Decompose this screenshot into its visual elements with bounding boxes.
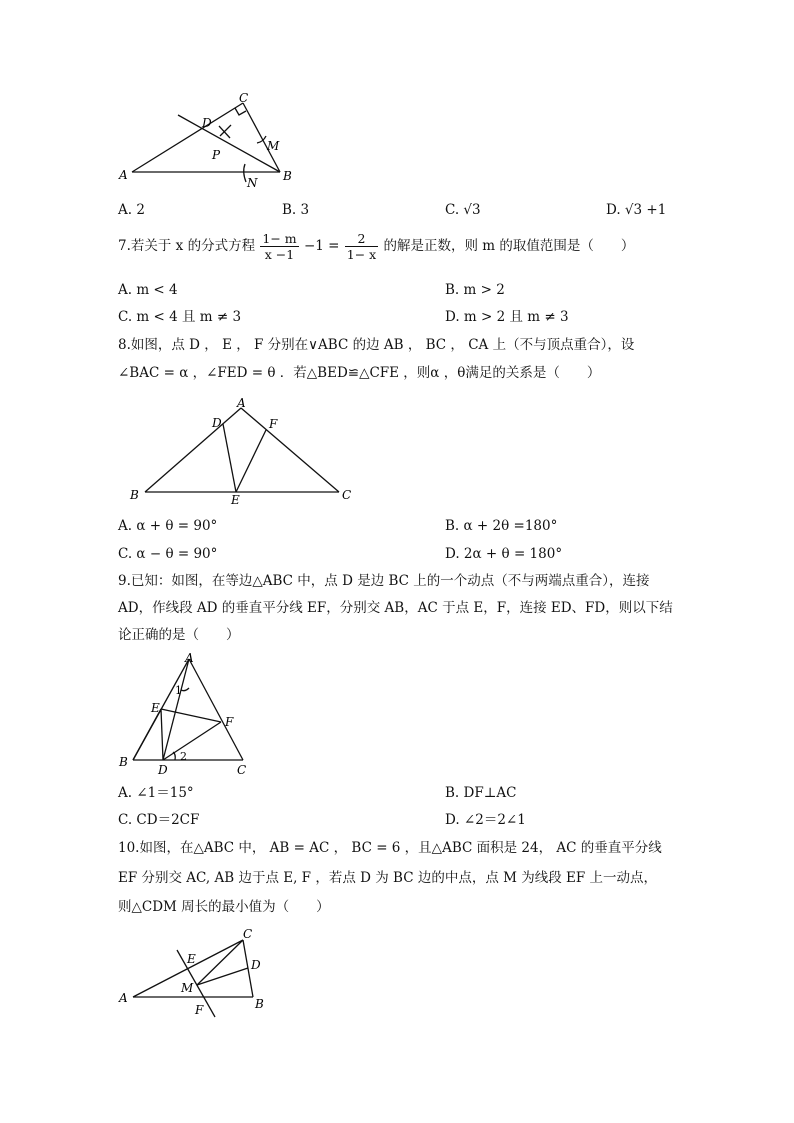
q6-label-c: C — [239, 92, 249, 105]
q8-label-b: B — [130, 488, 139, 502]
q6-arc-p1 — [220, 125, 231, 136]
q6-option-b: B. 3 — [282, 202, 310, 218]
q10-label-f: F — [195, 1003, 204, 1017]
q8-label-c: C — [342, 488, 352, 502]
q6-label-a: A — [119, 168, 128, 182]
q8-segment-de — [223, 424, 236, 492]
q10-label-m: M — [181, 981, 194, 995]
q9-stem-line1: 9.已知：如图，在等边△ABC 中，点 D 是边 BC 上的一个动点（不与两端点重合），连接 — [118, 573, 650, 589]
q9-stem-line3: 论正确的是（ ） — [118, 627, 240, 643]
q8-segment-ba — [145, 408, 241, 492]
q7-frac2-denominator: 1− x — [346, 247, 377, 262]
q10-segment-cm — [197, 940, 243, 985]
q9-option-d: D. ∠2＝2∠1 — [445, 812, 526, 828]
q9-segment-bf — [133, 709, 161, 760]
q7-fraction-2 — [345, 231, 378, 262]
q10-label-b: B — [255, 997, 264, 1011]
q7-option-a: A. m < 4 — [118, 282, 178, 298]
q6-option-a: A. 2 — [118, 202, 145, 218]
q8-label-a: A — [237, 396, 246, 410]
q8-stem-line2: ∠BAC = α ，∠FED = θ ．若△BED≌△CFE ，则α ，θ满足的关系是（ ） — [118, 365, 601, 381]
q6-right-angle-mark — [235, 108, 246, 115]
q9-angle-1-arc — [181, 688, 189, 691]
q6-label-p: P — [212, 148, 221, 162]
q8-figure — [125, 395, 360, 507]
q6-label-b: B — [283, 169, 292, 183]
q8-label-d: D — [212, 416, 222, 430]
q8-label-e: E — [231, 493, 240, 507]
q7-stem-mid: −1 = — [303, 238, 340, 254]
q10-label-d: D — [251, 958, 261, 972]
q6-label-m: M — [267, 139, 280, 153]
q6-segment-ac — [132, 103, 243, 172]
q8-option-b: B. α + 2θ =180° — [445, 518, 558, 534]
q7-stem-post: 的解是正数，则 m 的取值范围是（ ） — [383, 238, 635, 254]
q7-stem-pre: 7.若关于 x 的分式方程 — [118, 238, 256, 254]
q10-figure — [115, 925, 290, 1020]
q9-label-d: D — [158, 763, 168, 777]
q9-label-f: F — [225, 715, 234, 729]
q6-option-c: C. √3 — [445, 202, 481, 218]
q10-stem-line3: 则△CDM 周长的最小值为（ ） — [118, 899, 330, 915]
q7-stem — [118, 231, 634, 262]
q9-label-angle-1: 1 — [175, 684, 182, 697]
q7-option-d: D. m > 2 且 m ≠ 3 — [445, 309, 569, 325]
q8-option-c: C. α − θ = 90° — [118, 546, 218, 562]
q8-stem-line1: 8.如图，点 D ， E ， F 分别在∨ABC 的边 AB ， BC ， CA 上（不与顶点重合），设 — [118, 337, 635, 353]
q9-segment-ed — [161, 709, 163, 760]
q6-label-n: N — [247, 176, 258, 190]
q7-option-c: C. m < 4 且 m ≠ 3 — [118, 309, 242, 325]
q9-option-c: C. CD＝2CF — [118, 812, 200, 828]
q7-frac1-denominator: x −1 — [264, 247, 295, 262]
q9-label-e: E — [151, 701, 160, 715]
q10-label-e: E — [187, 952, 196, 966]
q9-segment-ac — [189, 659, 243, 760]
q6-option-d: D. √3 +1 — [606, 202, 667, 218]
q9-label-angle-2: 2 — [180, 750, 187, 763]
q7-option-b: B. m > 2 — [445, 282, 505, 298]
q6-label-d: D — [202, 116, 212, 130]
q10-label-a: A — [119, 991, 128, 1005]
q9-label-b: B — [119, 755, 128, 769]
q9-label-a: A — [185, 651, 194, 665]
q9-option-b: B. DF⊥AC — [445, 785, 517, 801]
q7-frac2-numerator: 2 — [345, 231, 378, 247]
q10-segment-md — [197, 968, 248, 985]
q10-stem-line1: 10.如图，在△ABC 中， AB = AC ， BC = 6 ，且△ABC 面积是 24， AC 的垂直平分线 — [118, 840, 662, 856]
q8-segment-ef — [236, 430, 266, 492]
q10-label-c: C — [243, 927, 253, 941]
q8-option-d: D. 2α + θ = 180° — [445, 546, 563, 562]
q8-option-a: A. α + θ = 90° — [118, 518, 218, 534]
q6-figure — [115, 92, 300, 192]
q9-label-c: C — [237, 763, 247, 777]
q9-option-a: A. ∠1＝15° — [118, 785, 194, 801]
q9-stem-line2: AD，作线段 AD 的垂直平分线 EF，分别交 AB，AC 于点 E，F，连接 ED、FD，则以下结 — [118, 600, 673, 616]
q9-segment-ef — [161, 709, 221, 722]
q7-fraction-1 — [260, 231, 298, 262]
q7-frac1-numerator: 1− m — [262, 231, 297, 246]
q6-arc-n — [244, 164, 246, 182]
q8-label-f: F — [269, 417, 278, 431]
q10-stem-line2: EF 分别交 AC, AB 边于点 E, F ，若点 D 为 BC 边的中点，点 M 为线段 EF 上一动点， — [118, 870, 658, 886]
q9-figure — [115, 650, 255, 780]
